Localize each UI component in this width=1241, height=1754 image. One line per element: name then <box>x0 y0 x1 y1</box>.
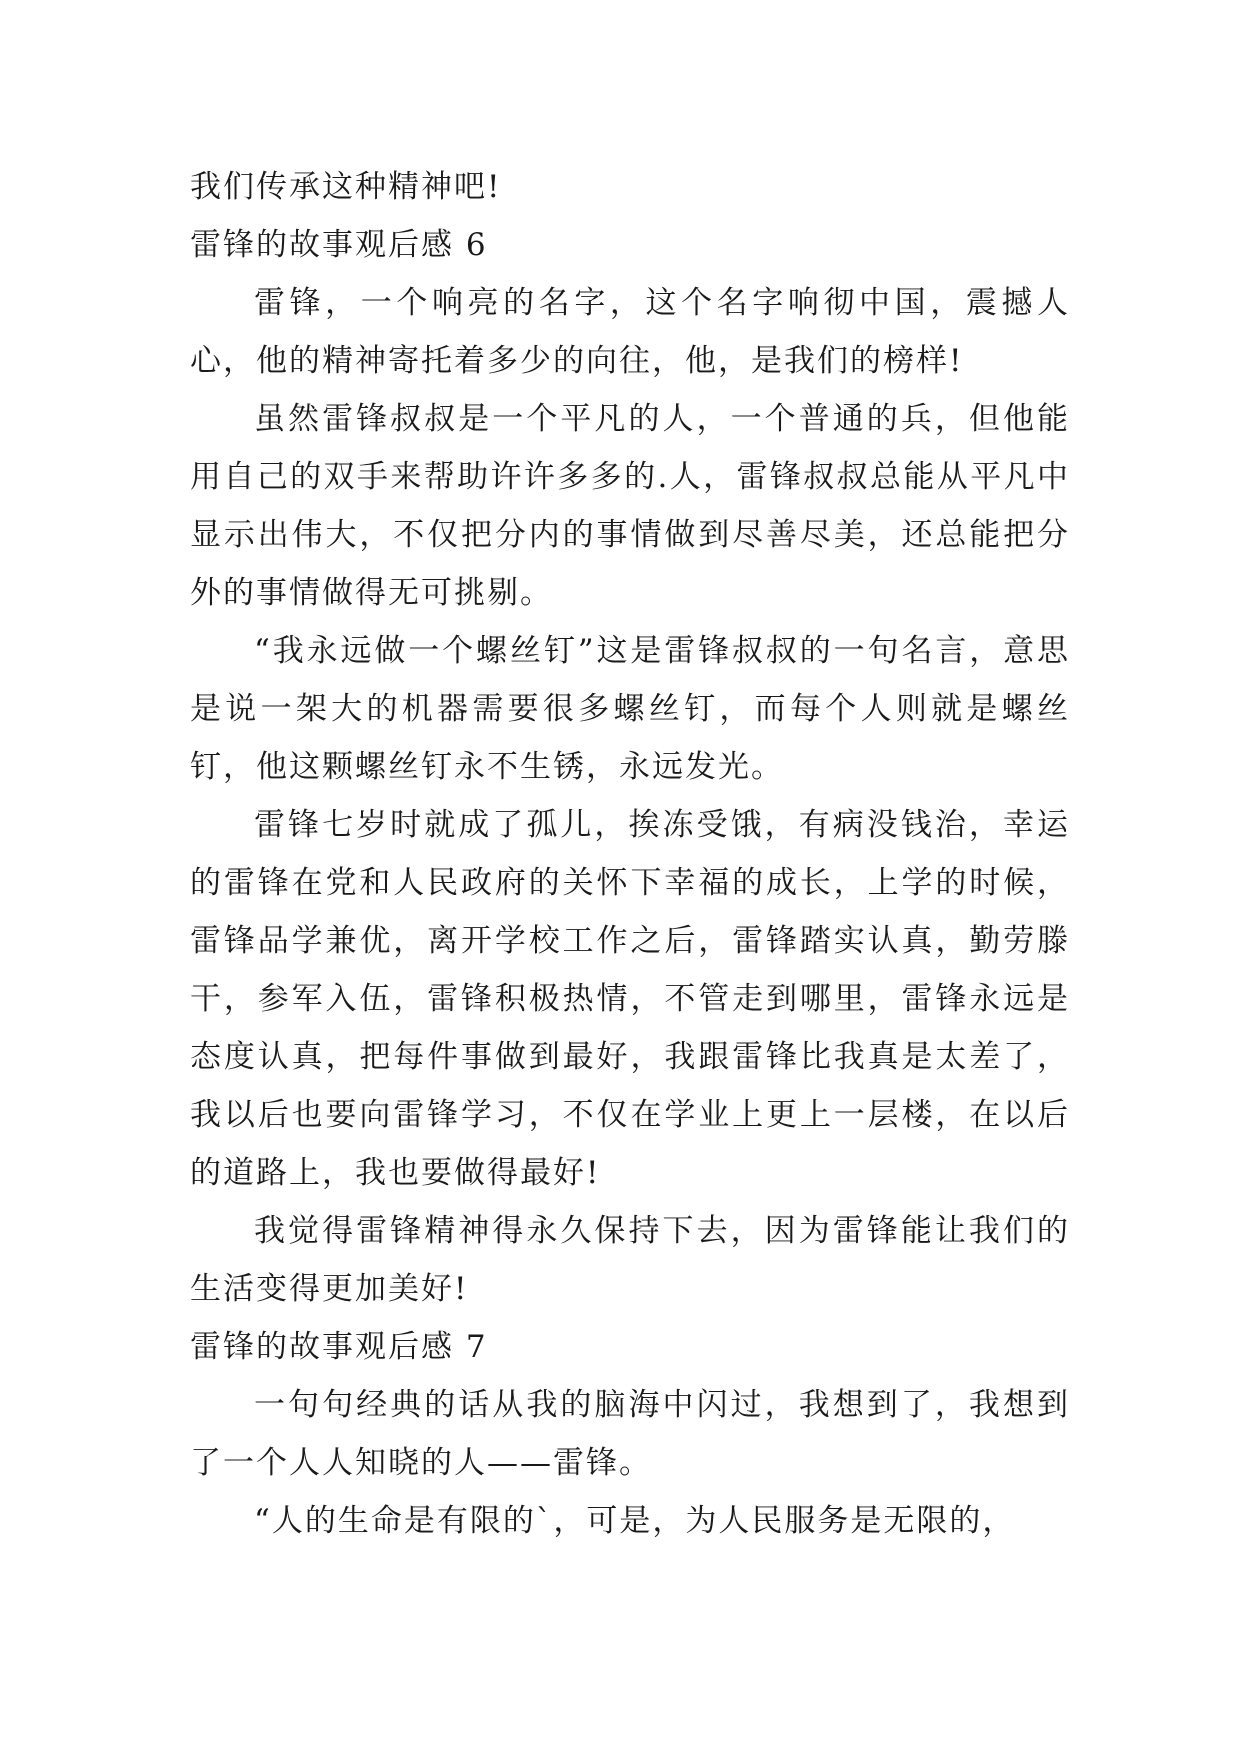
section-6-paragraph-5: 我觉得雷锋精神得永久保持下去，因为雷锋能让我们的生活变得更加美好! <box>190 1213 1070 1307</box>
section-7-paragraph-2: “人的生命是有限的`，可是，为人民服务是无限的， <box>254 1503 1016 1539</box>
section-6-paragraph-3: “我永远做一个螺丝钉”这是雷锋叔叔的一句名言，意思是说一架大的机器需要很多螺丝钉，而每个人则就是螺丝钉，他这颗螺丝钉永不生锈，永远发光。 <box>190 633 1070 785</box>
document-page <box>190 158 1070 1550</box>
section-7-heading: 雷锋的故事观后感 7 <box>190 1329 488 1365</box>
section-6-paragraph-2: 虽然雷锋叔叔是一个平凡的人，一个普通的兵，但他能用自己的双手来帮助许许多多的.人，雷锋叔叔总能从平凡中显示出伟大，不仅把分内的事情做到尽善尽美，还总能把分外的事情做得无可挑剔。 <box>190 401 1070 611</box>
section-6-paragraph-1: 雷锋，一个响亮的名字，这个名字响彻中国，震撼人心，他的精神寄托着多少的向往，他，是我们的榜样! <box>190 285 1070 379</box>
section-7-paragraph-1: 一句句经典的话从我的脑海中闪过，我想到了，我想到了一个人人知晓的人——雷锋。 <box>190 1387 1070 1481</box>
section-6-heading: 雷锋的故事观后感 6 <box>190 227 488 263</box>
opening-line: 我们传承这种精神吧! <box>190 169 502 205</box>
section-6-paragraph-4: 雷锋七岁时就成了孤儿，挨冻受饿，有病没钱治，幸运的雷锋在党和人民政府的关怀下幸福的成长，上学的时候，雷锋品学兼优，离开学校工作之后，雷锋踏实认真，勤劳滕干，参军入伍，雷锋积极热情，不管走到哪里，雷锋永远是态度认真，把每件事做到最好，我跟雷锋比我真是太差了，我以后也要向雷锋学习，不仅在学业上更上一层楼，在以后的道路上，我也要做得最好! <box>190 807 1070 1191</box>
